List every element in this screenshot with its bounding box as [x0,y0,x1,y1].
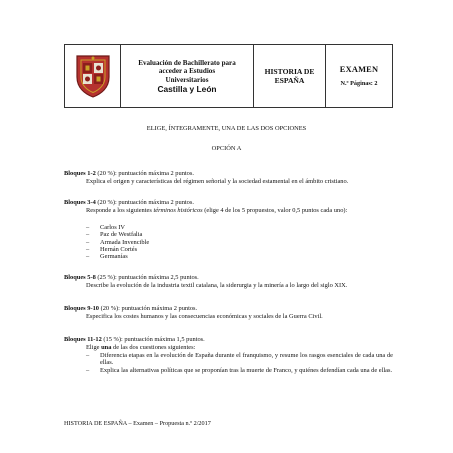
block-5-heading [64,336,205,343]
block-3-heading [64,274,199,281]
header-region: Castilla y León [157,83,217,94]
block-2-text-b: (elige 4 de los 5 propuestos, valor 0,5 puntos cada uno): [202,207,348,214]
question-2: Explica las alternativas políticas que se proponían tras la muerte de Franco, y quiénes defendían cada una de ellas. [100,366,393,374]
page-footer: HISTORIA DE ESPAÑA – Examen – Propuesta n.º 2/2017 [64,420,211,427]
block-2-text [64,207,393,214]
term-3: Armada Invencible [100,238,150,246]
term-5: Germanías [100,253,128,261]
list-item: – Armada Invencible [86,238,150,246]
question-1: Diferencia etapas en la evolución de España durante el franquismo, y resume los rasgos esenciales de cada una de ellas. [100,352,393,367]
pages-label: N.º Páginas: 2 [340,80,378,87]
questions-list [86,352,393,374]
header-title-line-3: Universitarios [165,75,209,84]
block-4-label: Bloques 9-10 [64,305,99,312]
block-5-text-a: Elige [86,344,102,351]
header-subject-line-1: HISTORIA DE [264,67,315,76]
block-3-label: Bloques 5-8 [64,274,96,281]
block-2-text-italic: términos históricos [153,207,203,214]
header-title-line-1: Evaluación de Bachillerato para [138,59,236,68]
header-subject-line-2: ESPAÑA [274,76,305,85]
instruction: ELIGE, ÍNTEGRAMENTE, UNA DE LAS DOS OPCIONES [146,125,307,132]
list-item: – Diferencia etapas en la evolución de España durante el franquismo, y resume los rasgos esenciales de cada una de ellas. [86,352,393,367]
block-1-heading [64,170,194,177]
block-4-heading [64,305,197,312]
terms-list [86,224,206,260]
block-2-meta: (20 %): puntuación máxima 2 puntos. [95,199,194,206]
list-item: – Hernán Cortés [86,245,138,253]
block-4-text: Especifica los costes humanos y las consecuencias económicas y sociales de la Guerra Civil. [86,313,323,320]
list-item: – Paz de Westfalia [86,231,143,239]
list-item: – Carlos IV [86,224,126,231]
university-crest-icon [73,53,113,99]
block-4-meta: (20 %): puntuación máxima 2 puntos. [98,305,198,312]
header-title-line-2: acceder a Estudios [158,67,216,76]
block-2-heading [64,199,194,206]
block-5-text-bold: una [101,344,112,351]
term-1: Carlos IV [100,224,126,231]
header-title-cell [121,45,254,107]
block-2-label: Bloques 3-4 [64,199,96,206]
block-1-text: Explica el origen y características del régimen señorial y la sociedad estamental en el ámbito cristiano. [86,178,349,185]
block-5-text [86,344,195,351]
block-5-text-b: de las dos cuestiones siguientes: [111,344,196,351]
block-1-label: Bloques 1-2 [64,170,96,177]
block-2-text-a: Responde a los siguientes [86,207,154,214]
list-item: – Germanías [86,253,128,261]
block-3-text: Describe la evolución de la industria textil catalana, la siderurgia y la minería a lo largo del siglo XIX. [86,282,348,289]
block-1-meta: (20 %): puntuación máxima 2 puntos. [95,170,194,177]
list-item: – Explica las alternativas políticas que se proponían tras la muerte de Franco, y quiénes defendían cada una de ellas. [86,366,393,374]
block-5-label: Bloques 11-12 [64,336,102,343]
option-title: OPCIÓN A [211,145,242,152]
header-exam-cell [326,45,392,107]
term-2: Paz de Westfalia [100,231,143,239]
term-4: Hernán Cortés [100,245,138,253]
block-5-meta: (15 %): puntuación máxima 1,5 puntos. [101,336,205,343]
header-logo-cell [65,45,121,107]
header-table [64,44,393,108]
header-subject-cell [254,45,326,107]
block-3-meta: (25 %): puntuación máxima 2,5 puntos. [95,274,199,281]
exam-label: EXAMEN [339,65,379,74]
